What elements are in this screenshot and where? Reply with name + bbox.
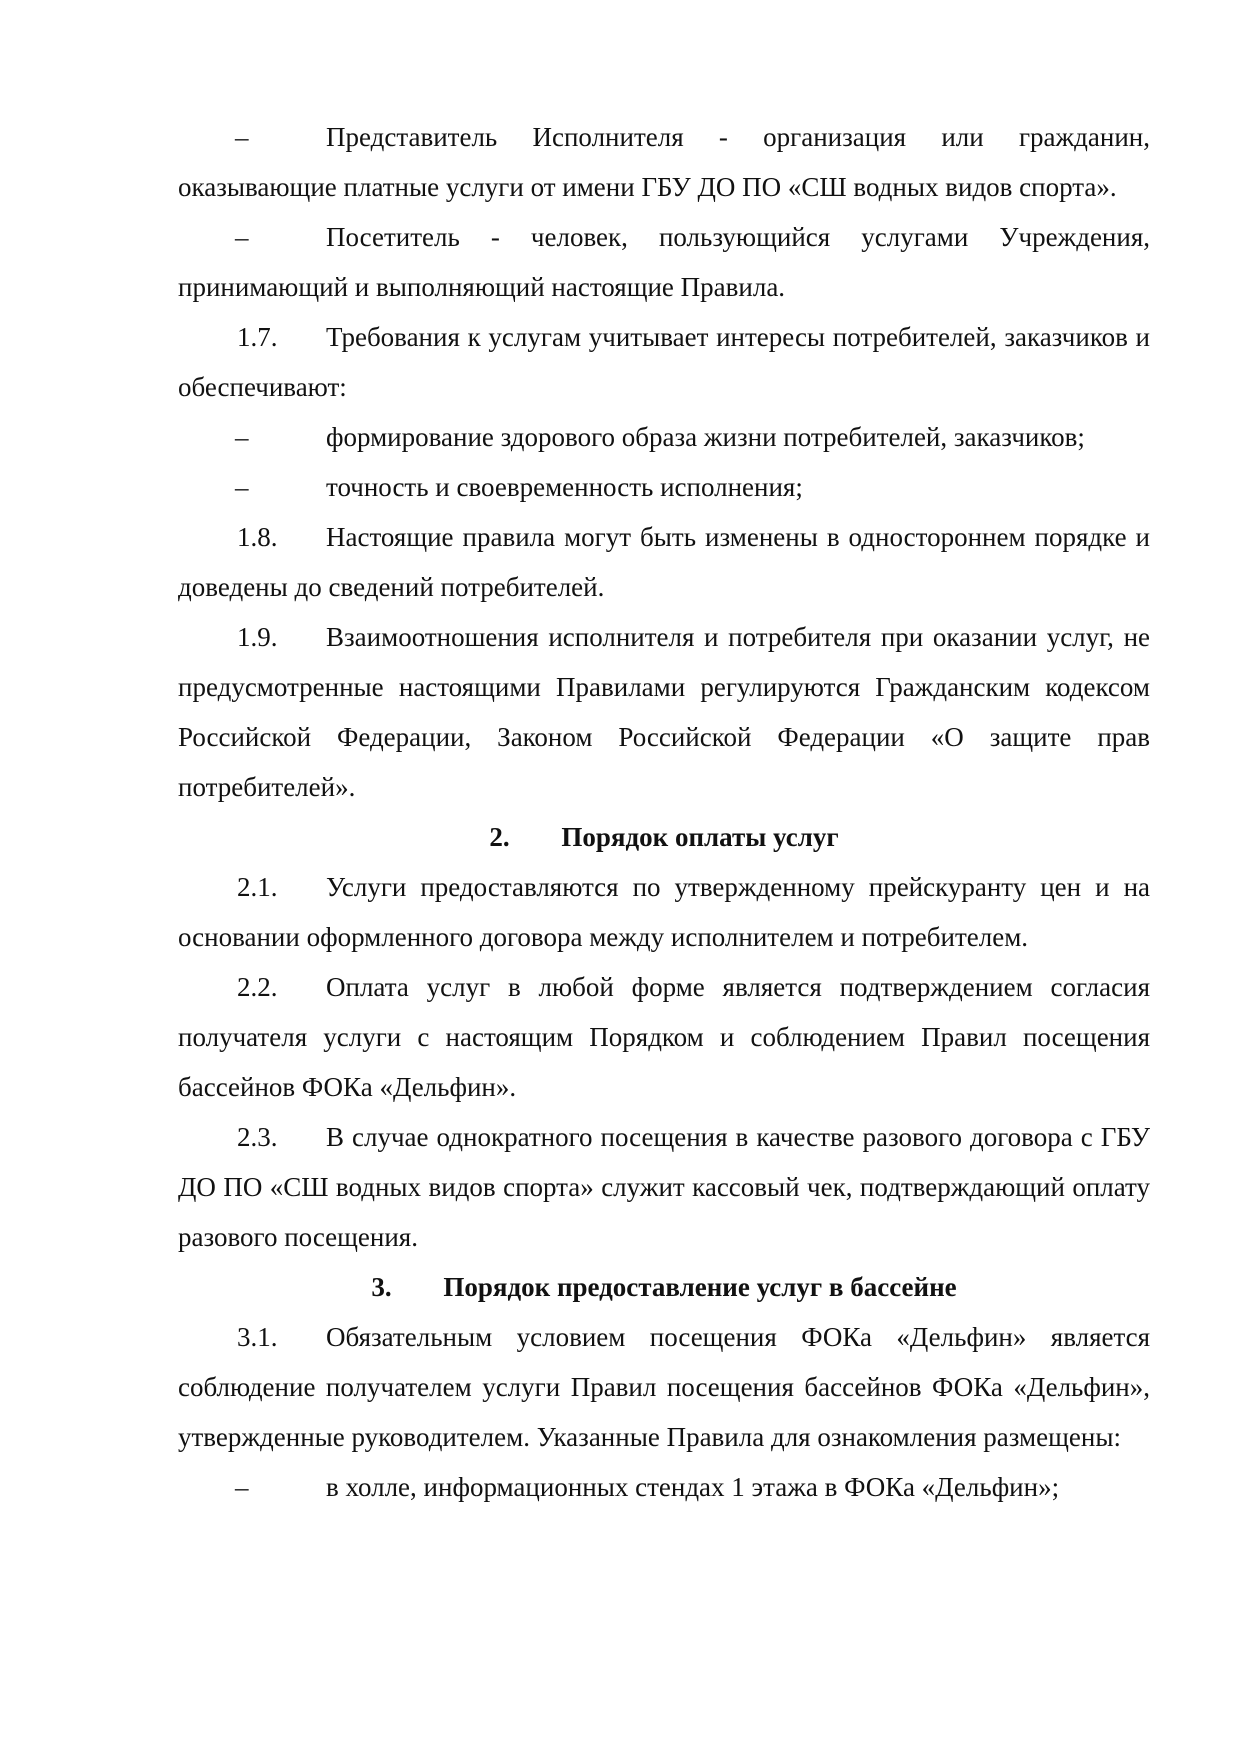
section-title: Порядок предоставление услуг в бассейне xyxy=(443,1272,957,1302)
clause-text: Требования к услугам учитывает интересы потребителей, заказчиков и обеспечивают: xyxy=(178,322,1150,402)
paragraph-text: Посетитель - человек, пользующийся услугами Учреждения, принимающий и выполняющий настоящие Правила. xyxy=(178,222,1150,302)
paragraph-visitor xyxy=(178,212,1150,312)
clause-number: 1.9. xyxy=(237,622,278,652)
clause-2-2 xyxy=(178,962,1150,1112)
list-item-hall xyxy=(178,1462,1150,1512)
clause-number: 2.1. xyxy=(237,872,278,902)
clause-text: В случае однократного посещения в качестве разового договора с ГБУ ДО ПО «СШ водных видов спорта» служит кассовый чек, подтверждающий оплату разового посещения. xyxy=(178,1122,1150,1252)
list-item-text: формирование здорового образа жизни потребителей, заказчиков; xyxy=(326,422,1085,452)
dash-marker: – xyxy=(235,472,249,502)
section-heading-3 xyxy=(178,1262,1150,1312)
clause-number: 2.2. xyxy=(237,972,278,1002)
clause-number: 2.3. xyxy=(237,1122,278,1152)
clause-2-3 xyxy=(178,1112,1150,1262)
list-item-text: в холле, информационных стендах 1 этажа в ФОКа «Дельфин»; xyxy=(326,1472,1060,1502)
list-item-accuracy xyxy=(178,462,1150,512)
list-item-text: точность и своевременность исполнения; xyxy=(326,472,803,502)
paragraph-text: Представитель Исполнителя - организация или гражданин, оказывающие платные услуги от имени ГБУ ДО ПО «СШ водных видов спорта». xyxy=(178,122,1150,202)
clause-text: Обязательным условием посещения ФОКа «Дельфин» является соблюдение получателем услуги Правил посещения бассейнов ФОКа «Дельфин», утвержденные руководителем. Указанные Правила для ознакомления размещены: xyxy=(178,1322,1150,1452)
clause-1-9 xyxy=(178,612,1150,812)
clause-number: 1.7. xyxy=(237,322,278,352)
section-number: 2. xyxy=(489,822,510,852)
dash-marker: – xyxy=(235,1472,249,1502)
dash-marker: – xyxy=(235,422,249,452)
section-title: Порядок оплаты услуг xyxy=(561,822,839,852)
section-heading-2 xyxy=(178,812,1150,862)
clause-text: Взаимоотношения исполнителя и потребителя при оказании услуг, не предусмотренные настоящими Правилами регулируются Гражданским кодексом Российской Федерации, Законом Российской Федерации «О защите прав потребителей». xyxy=(178,622,1150,802)
clause-3-1 xyxy=(178,1312,1150,1462)
clause-number: 1.8. xyxy=(237,522,278,552)
clause-text: Настоящие правила могут быть изменены в одностороннем порядке и доведены до сведений потребителей. xyxy=(178,522,1150,602)
dash-marker: – xyxy=(235,122,249,152)
list-item-healthy-lifestyle xyxy=(178,412,1150,462)
clause-2-1 xyxy=(178,862,1150,962)
paragraph-representative xyxy=(178,112,1150,212)
clause-1-8 xyxy=(178,512,1150,612)
section-number: 3. xyxy=(371,1272,392,1302)
clause-text: Оплата услуг в любой форме является подтверждением согласия получателя услуги с настоящим Порядком и соблюдением Правил посещения бассейнов ФОКа «Дельфин». xyxy=(178,972,1150,1102)
clause-1-7 xyxy=(178,312,1150,412)
clause-number: 3.1. xyxy=(237,1322,278,1352)
dash-marker: – xyxy=(235,222,249,252)
clause-text: Услуги предоставляются по утвержденному прейскуранту цен и на основании оформленного договора между исполнителем и потребителем. xyxy=(178,872,1150,952)
